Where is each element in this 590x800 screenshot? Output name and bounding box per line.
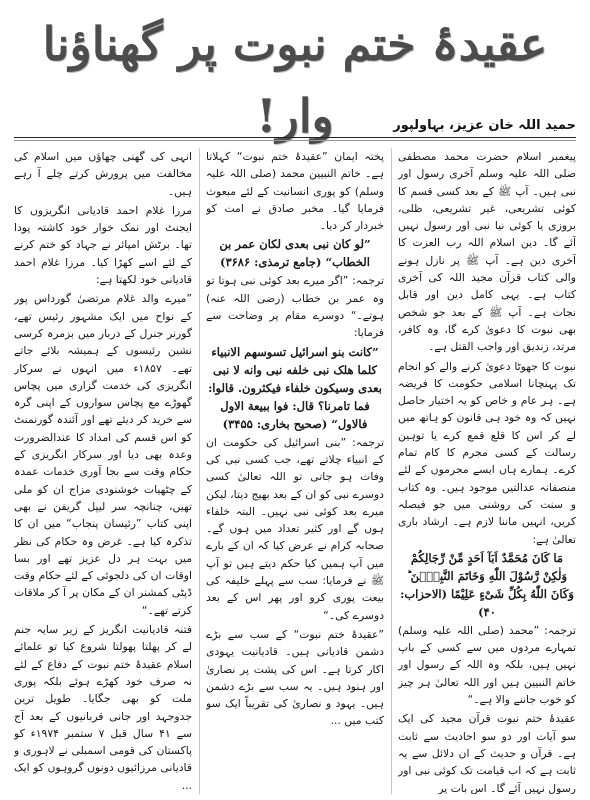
paragraph: ترجمہ: ”بنی اسرائیل کی حکومت ان کے انبیاء چلاتے تھے، جب کسی نبی کی وفات ہو جاتی تو اللہ تعالیٰ کسی دوسرے نبی کو ان کے بعد بھیج دیتا، لیکن میرے بعد کوئی نبی نہیں۔ البتہ خلفاء ہوں گے اور کثیر تعداد میں ہوں گے۔ صحابہ کرام نے عرض کیا کہ ان کے بارے میں آپ ہمیں کیا حکم دیتے ہیں تو آپ ﷺ نے فرمایا: سب سے پہلے خلیفہ کی بیعت پوری کرو اور پھر اس کے بعد دوسرے کی۔“ <box>206 435 384 622</box>
column-left <box>14 148 192 794</box>
paragraph: ترجمہ: ”اگر میرے بعد کوئی نبی ہوتا تو وہ عمر بن خطاب (رضی اللہ عنہ) ہوتے۔“ دوسرے مقام پر وضاحت سے فرمایا: <box>206 274 384 340</box>
paragraph: پیغمبر اسلام حضرت محمد مصطفی صلی اللہ علیہ وسلم آخری رسول اور نبی ہیں۔ آپ ﷺ کے بعد کسی قسم کا کوئی تشریعی، غیر تشریعی، ظلی، بروزی یا کوئی نیا نبی اور رسول نہیں آئے گا۔ دین اسلام اللہ رب العزت کا آخری دین ہے۔ آپ ﷺ پر نازل ہونے والی کتاب قرآن مجید اللہ کی آخری کتاب ہے۔ یہی کامل دین اور قابل نجات ہے۔ آپ ﷺ کے بعد جو شخص بھی نبوت کا دعویٰ کرے گا، وہ کافر، مرتد، زندیق اور واجب القتل ہے۔ <box>398 150 576 354</box>
paragraph: ”عقیدۂ ختم نبوت“ کے سب سے بڑے دشمن قادیانی ہیں۔ قادیانیت یہودی اکار کرتا ہے۔ اس کی پشت پر نصاریٰ اور ہنود ہیں۔ یہ سب سے بڑے دشمن ہیں۔ یہود و نصاریٰ کی تقریباً ایک سو کتب میں ... <box>206 627 384 728</box>
paragraph: پختہ ایمان ”عقیدۂ ختم نبوت“ کہلاتا ہے۔ خاتم النبیین محمد (صلی اللہ علیہ وسلم) کو پوری انسانیت کے لئے مبعوث فرمایا گیا۔ مخبر صادق نے امت کو خبردار کر دیا۔ <box>206 150 384 233</box>
paragraph: نبوت کا جھوٹا دعویٰ کرنے والے کو انجام تک پہنچانا اسلامی حکومت کا فریضہ ہے۔ ہر عام و خاص کو یہ اختیار حاصل نہیں کہ وہ خود ہی قانون کو ہاتھ میں لے کر اس کا قلع قمع کرے یا توہین رسالت کے کسی مجرم کا کام تمام کرے۔ ہمارے ہاں ایسے مجرموں کے لئے منصفانہ عدالتیں موجود ہیں۔ وہ کتاب و سنت کی روشنی میں جو فیصلہ کریں، انہیں ماننا لازم ہے۔ ارشاد باری تعالیٰ ہے: <box>398 359 576 546</box>
header-rule <box>14 137 576 138</box>
hadith-quote: ”لو کان نبی بعدی لکان عمر بن الخطاب“ (جامع ترمذی: ۳۶۸۶) <box>219 237 371 270</box>
paragraph: عقیدۂ ختم نبوت قرآن مجید کی ایک سو آیات اور دو سو احادیث سے ثابت ہے۔ قرآن و حدیث کے ان دلائل سے یہ ثابت ہے کہ اب قیامت تک کوئی نبی اور رسول نہیں آئے گا۔ اس بات پر <box>398 712 576 794</box>
paragraph: مرزا غلام احمد قادیانی انگریزوں کا ایجنٹ اور نمک خوار خود کاشتہ پودا تھا۔ برٹش امپائر نے جہاد کو ختم کرنے کے لئے اسے کھڑا کیا۔ مرزا غلام احمد قادیانی خود لکھتا ہے: <box>14 203 192 287</box>
headline: عقیدۂ ختم نبوت پر گھناؤنا وار! <box>42 17 548 143</box>
paragraph: فتنہ قادیانیت انگریز کے زیر سایہ جنم لے کر پھلتا پھولتا شروع کیا تو علمائے اسلام عقیدۂ ختم نبوت کے دفاع کے لئے نہ صرف خود کھڑے ہوئے بلکہ پوری ملت کو بھی جگایا۔ طویل ترین جدوجہد اور جانی قربانیوں کے بعد آج سے ۴۱ سال قبل ۷ ستمبر ۱۹۷۴ء کو پاکستان کی قومی اسمبلی نے لاہوری و قادیانی مرزائیوں دونوں گروہوں کو ایک ... <box>14 623 192 792</box>
header-rule-thin <box>14 140 576 141</box>
column-divider <box>391 148 392 794</box>
byline: حمید اللہ خان عزیز، بہاولپور <box>393 118 576 133</box>
column-middle <box>206 148 384 794</box>
hadith-quote: ”کانت بنو اسرائیل تسوسهم الانبیاء کلما هلک نبی خلفه نبی وانه لا نبی بعدی وسیکون خلفاء فیکثرون. قالوا: فما تامرنا؟ قال: فوا ببیعة الاول فالاول“ (صحیح بخاری: ۳۴۵۵) <box>208 344 382 431</box>
quran-verse: مَا كَانَ مُحَمَّدٌ اَبَآ اَحَدٍ مِّنْ رِّجَالِكُمْ وَلٰكِنْ رَّسُوْلَ اللّٰهِ وَخَاتَمَ النَّبِيّٖنَ ؕ وَكَانَ اللّٰهُ بِكُلِّ شَىْءٍ عَلِيْمًا (الاحزاب: ۴۰) <box>400 550 574 619</box>
column-right <box>398 148 576 794</box>
column-divider <box>199 148 200 794</box>
paragraph: ترجمہ: ”محمد (صلی اللہ علیہ وسلم) تمہارے مردوں میں سے کسی کے باپ نہیں ہیں، بلکہ وہ اللہ کے رسول اور خاتم النبیین ہیں اور اللہ تعالیٰ ہر چیز کو خوب جاننے والا ہے۔“ <box>398 623 576 707</box>
paragraph: ”میرے والد غلام مرتضیٰ گورداس پور کے نواح میں ایک مشہور رئیس تھے، گورنر جنرل کے دربار میں بزمرہ کرسی نشین رئیسوں کے ہمیشہ بلائے جاتے تھے۔ ۱۸۵۷ء میں انہوں نے سرکار انگریزی کی خدمت گزاری میں پچاس گھوڑے مع پچاس سواروں کے اپنی گرہ سے خرید کر دیئے تھے اور آئندہ گورنمنٹ کو اس قسم کی امداد کا عندالضرورت وعدہ بھی دیا اور سرکار انگریزی کے حکام وقت سے بجا آوری خدمات عمدہ کے چٹھیات خوشنودی مزاج ان کو ملی تھیں، چنانچہ سر لیپل گریفن نے بھی اپنی کتاب ”رئیسان پنجاب“ میں ان کا تذکرہ کیا ہے۔ غرض وہ حکام کی نظر میں بہت ہر دل عزیز تھے اور بسا اوقات ان کی دلجوئی کے لئے حکام وقت ڈپٹی کمشنر ان کے مکان پر آ کر ملاقات کرتے تھے۔“ <box>14 292 192 617</box>
paragraph: انہی کی گھنی چھاؤں میں اسلام کی مخالفت میں پرورش کرتے چلے آ رہے ہیں۔ <box>14 150 192 198</box>
article-columns <box>14 148 576 794</box>
